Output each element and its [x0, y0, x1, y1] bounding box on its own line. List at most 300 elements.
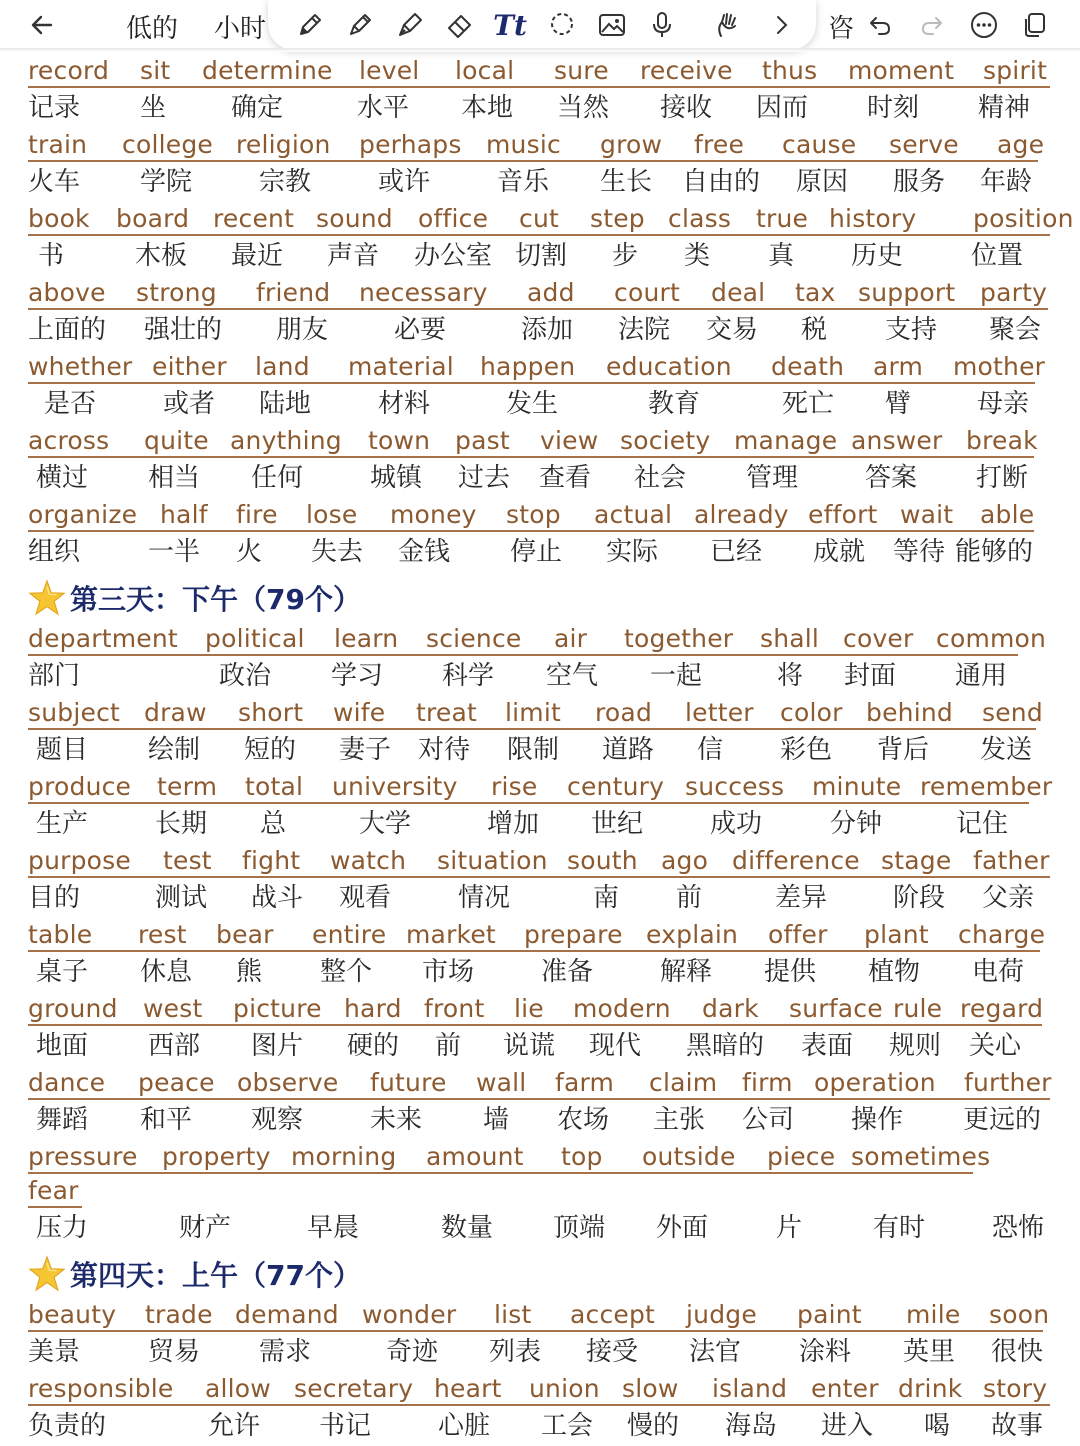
back-arrow-icon[interactable] — [22, 6, 62, 44]
vocab-translation: 城镇 — [370, 463, 423, 493]
vocab-word[interactable]: education — [606, 352, 732, 381]
vocab-word[interactable]: table — [28, 920, 93, 949]
vocab-translation: 关心 — [969, 1031, 1022, 1061]
vocab-word[interactable]: union — [529, 1374, 600, 1403]
vocab-translation: 朋友 — [276, 315, 329, 345]
vocab-translation: 差异 — [775, 883, 828, 913]
vocab-word[interactable]: regard — [960, 994, 1044, 1023]
vocab-word[interactable]: fire — [236, 500, 278, 529]
vocab-word[interactable]: future — [370, 1068, 447, 1097]
vocab-translation: 法官 — [689, 1337, 742, 1367]
vocab-translation: 黑暗的 — [686, 1031, 765, 1061]
vocab-word[interactable]: claim — [649, 1068, 718, 1097]
vocab-word[interactable]: top — [561, 1142, 603, 1171]
vocab-translation: 接受 — [586, 1337, 639, 1367]
vocab-word[interactable]: piece — [767, 1142, 836, 1171]
vocab-translation: 负责的 — [28, 1411, 107, 1441]
vocab-word[interactable]: sure — [554, 56, 609, 85]
vocab-translation: 发生 — [506, 389, 559, 419]
vocab-word[interactable]: step — [590, 204, 645, 233]
vocab-translation: 故事 — [991, 1411, 1044, 1441]
vocab-translation: 图片 — [251, 1031, 304, 1061]
vocab-translation: 添加 — [521, 315, 574, 345]
vocab-word[interactable]: century — [567, 772, 665, 801]
text-icon[interactable]: Tt — [493, 8, 527, 42]
vocab-row-7-chinese — [0, 536, 1080, 572]
vocab-word[interactable]: entire — [312, 920, 387, 949]
vocab-translation: 整个 — [320, 957, 373, 987]
vocab-word[interactable]: demand — [235, 1300, 339, 1329]
vocab-word[interactable]: tax — [795, 278, 836, 307]
vocab-translation: 成功 — [710, 809, 763, 839]
vocab-word[interactable]: free — [694, 130, 745, 159]
vocab-row-2-chinese — [0, 166, 1080, 202]
vocab-word[interactable]: produce — [28, 772, 132, 801]
vocab-word[interactable]: island — [712, 1374, 788, 1403]
vocab-row-5-underline — [28, 382, 1035, 384]
vocab-row-7-underline — [28, 530, 1034, 532]
vocab-word[interactable]: south — [567, 846, 638, 875]
vocab-translation: 步 — [612, 241, 639, 271]
vocab-word[interactable]: thus — [762, 56, 818, 85]
vocab-translation: 音乐 — [497, 167, 550, 197]
marker-icon[interactable] — [390, 6, 430, 44]
vocab-word[interactable]: judge — [686, 1300, 757, 1329]
vocab-word[interactable]: watch — [330, 846, 407, 875]
vocab-word[interactable]: sometimes — [851, 1142, 991, 1171]
vocab-word[interactable]: determine — [202, 56, 333, 85]
vocab-translation: 停止 — [510, 537, 563, 567]
vocab-translation: 题目 — [36, 735, 89, 765]
vocab-word[interactable]: send — [982, 698, 1043, 727]
vocab-word[interactable]: view — [540, 426, 599, 455]
vocab-translation: 解释 — [660, 957, 713, 987]
vocab-word[interactable]: cut — [519, 204, 559, 233]
vocab-translation: 社会 — [634, 463, 687, 493]
vocab-word[interactable]: happen — [480, 352, 576, 381]
vocab-word[interactable]: firm — [742, 1068, 793, 1097]
vocab-word[interactable]: sit — [140, 56, 171, 85]
vocab-word[interactable]: local — [455, 56, 515, 85]
section-2-row-1-chinese — [0, 1336, 1080, 1372]
vocab-word[interactable]: level — [359, 56, 420, 85]
vocab-translation: 过去 — [458, 463, 511, 493]
section-1-row-1-english — [0, 624, 1080, 660]
vocab-translation: 限制 — [507, 735, 560, 765]
vocab-word[interactable]: observe — [237, 1068, 339, 1097]
vocab-word[interactable]: modern — [573, 994, 671, 1023]
vocab-translation: 强壮的 — [144, 315, 223, 345]
redo-icon[interactable] — [912, 6, 952, 44]
vocab-translation: 封面 — [844, 661, 897, 691]
vocab-word[interactable]: father — [973, 846, 1050, 875]
vocab-word[interactable]: offer — [768, 920, 828, 949]
vocab-word[interactable]: front — [424, 994, 485, 1023]
vocab-word[interactable]: department — [28, 624, 178, 653]
vocab-word[interactable]: half — [160, 500, 208, 529]
vocab-translation: 交易 — [706, 315, 759, 345]
vocab-row-6-underline — [28, 456, 1034, 458]
vocab-translation: 农场 — [557, 1105, 610, 1135]
vocab-row-5-english — [0, 352, 1080, 388]
vocab-translation: 道路 — [602, 735, 655, 765]
vocab-translation: 财产 — [179, 1213, 232, 1243]
vocab-word[interactable]: prepare — [524, 920, 623, 949]
section-1-row-4-underline — [28, 876, 1050, 878]
vocab-word[interactable]: plant — [864, 920, 929, 949]
vocab-word[interactable]: paint — [797, 1300, 862, 1329]
vocab-word[interactable]: history — [829, 204, 917, 233]
vocab-translation: 恐怖 — [992, 1213, 1045, 1243]
section-heading — [28, 1252, 361, 1296]
vocab-word[interactable]: situation — [437, 846, 548, 875]
vocab-word[interactable]: rise — [491, 772, 538, 801]
vocab-translation: 早晨 — [307, 1213, 360, 1243]
section-2-row-2-chinese — [0, 1410, 1080, 1446]
vocab-word[interactable]: able — [980, 500, 1035, 529]
vocab-word[interactable]: remember — [920, 772, 1053, 801]
vocab-word[interactable]: further — [964, 1068, 1052, 1097]
vocab-word[interactable]: train — [28, 130, 88, 159]
vocab-row-1-underline — [28, 86, 1050, 88]
vocab-word[interactable]: term — [157, 772, 218, 801]
vocab-word[interactable]: religion — [236, 130, 331, 159]
vocab-word[interactable]: receive — [640, 56, 733, 85]
eraser-icon[interactable] — [440, 6, 480, 44]
vocab-word[interactable]: grow — [600, 130, 663, 159]
lasso-icon[interactable] — [542, 6, 582, 44]
vocab-translation: 记住 — [956, 809, 1009, 839]
vocab-word[interactable]: responsible — [28, 1374, 174, 1403]
vocab-word[interactable]: moment — [848, 56, 955, 85]
vocab-word[interactable]: difference — [732, 846, 860, 875]
vocab-translation: 情况 — [458, 883, 511, 913]
vocab-word[interactable]: story — [983, 1374, 1048, 1403]
vocab-word[interactable]: behind — [866, 698, 953, 727]
vocab-word[interactable]: above — [28, 278, 106, 307]
vocab-translation: 臂 — [885, 389, 912, 419]
vocab-word[interactable]: town — [368, 426, 431, 455]
vocab-word[interactable]: learn — [334, 624, 399, 653]
vocab-word[interactable]: color — [780, 698, 843, 727]
toolbar-shadow — [0, 48, 1080, 52]
vocab-word[interactable]: ago — [661, 846, 709, 875]
vocab-word[interactable]: wait — [900, 500, 954, 529]
vocab-word[interactable]: deal — [711, 278, 766, 307]
vocab-translation: 火 — [236, 537, 263, 567]
vocab-word[interactable]: treat — [416, 698, 478, 727]
vocab-word[interactable]: ground — [28, 994, 118, 1023]
vocab-word[interactable]: anything — [230, 426, 342, 455]
vocab-word[interactable]: dance — [28, 1068, 106, 1097]
vocab-word[interactable]: land — [255, 352, 310, 381]
vocab-word[interactable]: subject — [28, 698, 121, 727]
vocab-translation: 心脏 — [438, 1411, 491, 1441]
vocab-row-2-underline — [28, 160, 1038, 162]
vocab-word[interactable]: office — [418, 204, 489, 233]
vocab-word[interactable]: surface — [789, 994, 883, 1023]
vocab-word[interactable]: fight — [242, 846, 301, 875]
vocab-translation: 死亡 — [782, 389, 835, 419]
vocab-word[interactable]: soon — [989, 1300, 1050, 1329]
vocab-word[interactable]: property — [162, 1142, 271, 1171]
vocab-translation: 慢的 — [627, 1411, 680, 1441]
vocab-word[interactable]: slow — [622, 1374, 679, 1403]
vocab-word[interactable]: add — [527, 278, 575, 307]
vocab-translation: 熊 — [236, 957, 263, 987]
vocab-translation: 南 — [593, 883, 620, 913]
vocab-word[interactable]: rule — [893, 994, 943, 1023]
pages-icon[interactable] — [1014, 6, 1054, 44]
vocab-translation: 税 — [801, 315, 828, 345]
vocab-translation: 分钟 — [830, 809, 883, 839]
vocab-word[interactable]: wall — [476, 1068, 527, 1097]
microphone-icon[interactable] — [642, 6, 682, 44]
vocab-word[interactable]: fear — [28, 1176, 79, 1205]
vocab-word[interactable]: secretary — [294, 1374, 414, 1403]
vocab-word[interactable]: manage — [734, 426, 838, 455]
vocab-word[interactable]: support — [858, 278, 956, 307]
section-1-row-1-chinese — [0, 660, 1080, 696]
image-icon[interactable] — [592, 6, 632, 44]
vocab-word[interactable]: either — [152, 352, 227, 381]
vocab-word[interactable]: effort — [808, 500, 878, 529]
vocab-word[interactable]: accept — [570, 1300, 656, 1329]
undo-icon[interactable] — [860, 6, 900, 44]
vocab-word[interactable]: short — [238, 698, 304, 727]
vocab-word[interactable]: farm — [555, 1068, 615, 1097]
vocab-word[interactable]: lose — [306, 500, 358, 529]
vocab-word[interactable]: party — [980, 278, 1048, 307]
vocab-translation: 背后 — [877, 735, 930, 765]
vocab-translation: 法院 — [618, 315, 671, 345]
vocab-word[interactable]: true — [756, 204, 809, 233]
section-1-row-6-underline — [28, 1024, 1042, 1026]
vocab-translation: 有时 — [873, 1213, 926, 1243]
vocab-translation: 水平 — [357, 93, 410, 123]
vocab-word[interactable]: board — [116, 204, 190, 233]
vocab-translation: 失去 — [311, 537, 364, 567]
vocab-word[interactable]: dark — [702, 994, 759, 1023]
section-1-row-7-underline — [28, 1098, 1050, 1100]
vocab-translation: 妻子 — [339, 735, 392, 765]
vocab-translation: 声音 — [327, 241, 380, 271]
section-1-row-2-english — [0, 698, 1080, 734]
more-icon[interactable] — [964, 6, 1004, 44]
vocab-translation: 精神 — [978, 93, 1031, 123]
vocab-word[interactable]: necessary — [359, 278, 488, 307]
vocab-word[interactable]: position — [973, 204, 1074, 233]
vocab-word[interactable]: material — [348, 352, 454, 381]
vocab-word[interactable]: strong — [136, 278, 217, 307]
star-icon — [28, 1255, 66, 1293]
vocab-word[interactable]: road — [595, 698, 653, 727]
vocab-word[interactable]: allow — [205, 1374, 271, 1403]
vocab-word[interactable]: minute — [812, 772, 902, 801]
vocab-translation: 教育 — [648, 389, 701, 419]
vocab-translation: 海岛 — [725, 1411, 778, 1441]
vocab-word[interactable]: money — [390, 500, 477, 529]
section-title: 第四天：上午（77个） — [70, 1259, 361, 1292]
vocab-translation: 提供 — [764, 957, 817, 987]
vocab-translation: 已经 — [710, 537, 763, 567]
vocab-word[interactable]: amount — [426, 1142, 524, 1171]
vocab-translation: 需求 — [259, 1337, 312, 1367]
vocab-word[interactable]: university — [332, 772, 458, 801]
vocab-word[interactable]: purpose — [28, 846, 131, 875]
vocab-word[interactable]: explain — [646, 920, 739, 949]
vocab-word[interactable]: quite — [144, 426, 209, 455]
hand-pen-icon[interactable] — [708, 6, 748, 44]
vocab-word[interactable]: lie — [514, 994, 544, 1023]
vocab-word[interactable]: sound — [316, 204, 393, 233]
vocab-translation: 涂料 — [799, 1337, 852, 1367]
section-1-row-8-underline — [28, 1206, 82, 1208]
vocab-word[interactable]: wife — [333, 698, 386, 727]
vocab-translation: 植物 — [868, 957, 921, 987]
vocab-translation: 生产 — [36, 809, 89, 839]
vocab-word[interactable]: limit — [505, 698, 561, 727]
vocab-translation: 未来 — [370, 1105, 423, 1135]
vocab-word[interactable]: heart — [434, 1374, 502, 1403]
vocab-translation: 主张 — [653, 1105, 706, 1135]
vocab-word[interactable]: college — [122, 130, 213, 159]
vocab-translation: 市场 — [422, 957, 475, 987]
vocab-translation: 历史 — [851, 241, 904, 271]
pen-icon[interactable] — [290, 6, 330, 44]
vocab-word[interactable]: death — [771, 352, 845, 381]
vocab-word[interactable]: serve — [889, 130, 959, 159]
vocab-word[interactable]: spirit — [983, 56, 1048, 85]
vocab-translation: 数量 — [441, 1213, 494, 1243]
vocab-translation: 任何 — [251, 463, 304, 493]
vocab-translation: 火车 — [28, 167, 81, 197]
vocab-word[interactable]: court — [614, 278, 680, 307]
vocab-word[interactable]: music — [486, 130, 561, 159]
vocab-word[interactable]: society — [620, 426, 711, 455]
vocab-word[interactable]: record — [28, 56, 110, 85]
vocab-word[interactable]: beauty — [28, 1300, 117, 1329]
vocab-word[interactable]: operation — [814, 1068, 936, 1097]
vocab-word[interactable]: arm — [873, 352, 924, 381]
vocab-word[interactable]: book — [28, 204, 90, 233]
vocab-row-7-english — [0, 500, 1080, 536]
vocab-translation: 上面的 — [28, 315, 107, 345]
vocab-word[interactable]: cause — [782, 130, 857, 159]
section-title: 第三天：下午（79个） — [70, 583, 361, 616]
vocab-translation: 英里 — [903, 1337, 956, 1367]
vocab-word[interactable]: drink — [898, 1374, 963, 1403]
vocab-word[interactable]: draw — [144, 698, 207, 727]
vocab-translation: 部门 — [28, 661, 81, 691]
vocab-word[interactable]: shall — [760, 624, 820, 653]
vocab-word[interactable]: common — [936, 624, 1047, 653]
vocab-word[interactable]: together — [624, 624, 734, 653]
vocab-translation: 原因 — [796, 167, 849, 197]
vocab-translation: 观察 — [251, 1105, 304, 1135]
vocab-word[interactable]: letter — [685, 698, 754, 727]
vocab-word[interactable]: perhaps — [359, 130, 462, 159]
vocab-row-2-english — [0, 130, 1080, 166]
vocab-word[interactable]: rest — [138, 920, 187, 949]
vocab-word[interactable]: across — [28, 426, 110, 455]
vocab-translation: 实际 — [606, 537, 659, 567]
vocab-word[interactable]: hard — [344, 994, 402, 1023]
vocab-word[interactable]: actual — [594, 500, 673, 529]
vocab-translation: 学习 — [331, 661, 384, 691]
vocab-word[interactable]: success — [685, 772, 785, 801]
vocab-word[interactable]: picture — [233, 994, 322, 1023]
vocab-word[interactable]: stage — [881, 846, 952, 875]
vocab-word[interactable]: bear — [216, 920, 274, 949]
vocab-word[interactable]: already — [694, 500, 789, 529]
vocab-word[interactable]: list — [494, 1300, 532, 1329]
vocab-word[interactable]: trade — [145, 1300, 213, 1329]
vocab-row-3-chinese — [0, 240, 1080, 276]
vocab-word[interactable]: whether — [28, 352, 133, 381]
vocab-word[interactable]: total — [245, 772, 304, 801]
vocab-word[interactable]: morning — [291, 1142, 397, 1171]
vocab-word[interactable]: air — [554, 624, 588, 653]
vocab-word[interactable]: past — [455, 426, 510, 455]
chevron-right-icon[interactable] — [762, 6, 802, 44]
vocab-translation: 母亲 — [977, 389, 1030, 419]
vocab-word[interactable]: cover — [843, 624, 914, 653]
vocab-translation: 书记 — [319, 1411, 372, 1441]
vocab-translation: 本地 — [461, 93, 514, 123]
vocab-word[interactable]: mother — [953, 352, 1046, 381]
vocab-word[interactable]: market — [406, 920, 496, 949]
vocab-translation: 一半 — [148, 537, 201, 567]
vocab-word[interactable]: answer — [851, 426, 943, 455]
vocab-translation: 陆地 — [259, 389, 312, 419]
vocab-translation: 确定 — [231, 93, 284, 123]
vocab-word[interactable]: age — [997, 130, 1045, 159]
vocab-word[interactable]: west — [143, 994, 203, 1023]
vocab-word[interactable]: friend — [256, 278, 331, 307]
vocab-word[interactable]: political — [205, 624, 305, 653]
vocab-translation: 科学 — [442, 661, 495, 691]
vocab-translation: 空气 — [546, 661, 599, 691]
vocab-translation: 外面 — [656, 1213, 709, 1243]
vocab-word[interactable]: charge — [958, 920, 1046, 949]
vocab-translation: 位置 — [971, 241, 1024, 271]
vocab-translation: 服务 — [893, 167, 946, 197]
vocab-translation: 西部 — [148, 1031, 201, 1061]
vocab-word[interactable]: science — [426, 624, 522, 653]
vocab-word[interactable]: peace — [138, 1068, 215, 1097]
toolbar-text-1: 低的 — [126, 14, 179, 44]
vocab-word[interactable]: stop — [506, 500, 561, 529]
vocab-word[interactable]: enter — [811, 1374, 879, 1403]
section-1-row-5-english — [0, 920, 1080, 956]
vocab-word[interactable]: recent — [213, 204, 295, 233]
vocab-word[interactable]: class — [668, 204, 732, 233]
vocab-word[interactable]: break — [966, 426, 1038, 455]
vocab-word[interactable]: organize — [28, 500, 138, 529]
vocab-word[interactable]: pressure — [28, 1142, 138, 1171]
vocab-word[interactable]: mile — [906, 1300, 961, 1329]
vocab-word[interactable]: test — [163, 846, 212, 875]
vocab-word[interactable]: wonder — [362, 1300, 457, 1329]
highlighter-icon[interactable] — [340, 6, 380, 44]
vocab-translation: 观看 — [339, 883, 392, 913]
vocab-word[interactable]: outside — [642, 1142, 736, 1171]
vocab-translation: 宗教 — [259, 167, 312, 197]
vocab-row-1-english — [0, 56, 1080, 92]
vocab-translation: 聚会 — [989, 315, 1042, 345]
vocab-translation: 材料 — [378, 389, 431, 419]
